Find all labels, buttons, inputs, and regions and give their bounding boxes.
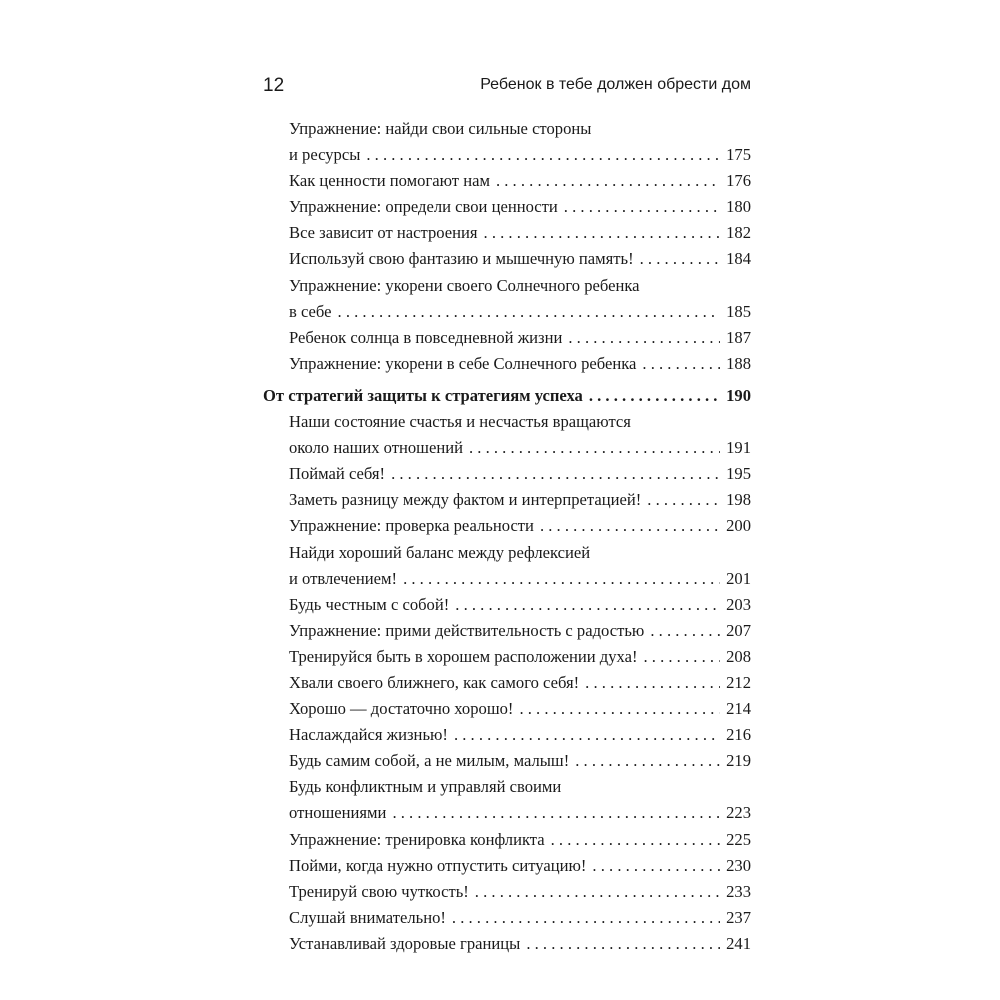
toc-page-number: 216 [726,725,751,745]
dot-leader [469,435,720,461]
dot-leader [526,931,720,957]
toc-page-number: 203 [726,594,751,614]
dot-leader [585,670,720,696]
toc-entry-title: Упражнение: тренировка конфликта [289,829,545,849]
toc-entry [263,487,751,513]
toc-entry [263,194,751,220]
toc-entry [263,644,751,670]
toc-page-number: 182 [726,223,751,243]
dot-leader [642,351,720,377]
toc-entry-title-line: Упражнение: найди свои сильные стороны [289,119,592,138]
toc-entry-title: Хвали своего ближнего, как самого себя! [289,672,580,692]
toc-entry [263,879,751,905]
dot-leader [564,194,720,220]
toc-page-number: 191 [726,438,751,458]
dot-leader [568,325,720,351]
toc-entry [263,905,751,931]
toc-entry-title: От стратегий защиты к стратегиям успеха [263,385,583,405]
toc-entry [263,696,751,722]
toc-entry-title: Поймай себя! [289,464,386,484]
toc-entry [263,722,751,748]
toc-page-number: 207 [726,620,751,640]
toc-entry-title: и ресурсы [289,145,361,165]
toc-entry-title-line: Найди хороший баланс между рефлексией [289,542,591,562]
toc-page-number: 237 [726,907,751,927]
toc-entry [263,299,751,325]
toc-entry-title: Будь честным с собой! [289,594,450,614]
toc-entry-title-line: Упражнение: укорени своего Солнечного ребенка [289,275,640,295]
toc-entry-title: Пойми, когда нужно отпустить ситуацию! [289,855,587,875]
toc-page-number: 230 [726,855,751,875]
toc-entry [263,566,751,592]
dot-leader [540,513,720,539]
dot-leader [392,800,720,826]
toc-page-number: 212 [726,672,751,692]
dot-leader [647,487,720,513]
toc-entry-title: Упражнение: прими действительность с радостью [289,620,645,640]
toc-page-number: 198 [726,490,751,510]
toc-entry-title: Слушай внимательно! [289,907,446,927]
toc-entry [263,827,751,853]
toc-page-number: 233 [726,881,751,901]
toc-entry-title: отношениями [289,803,387,823]
toc-entry-title-line: Наши состояние счастья и несчастья вращаются [289,412,631,432]
toc-entry-title: Заметь разницу между фактом и интерпретацией! [289,490,642,510]
toc-page-number: 225 [726,829,751,849]
toc-entry-title: Упражнение: укорени в себе Солнечного ребенка [289,353,637,373]
toc-page-number: 208 [726,646,751,666]
page-number: 12 [263,75,285,96]
toc-entry-title: Все зависит от настроения [289,223,478,243]
toc-entry [263,853,751,879]
toc-entry-title: в себе [289,301,332,321]
toc-page-number: 190 [726,385,751,405]
toc-entry [263,351,751,377]
toc-entry [263,142,751,168]
dot-leader [366,142,720,168]
dot-leader [475,879,720,905]
dot-leader [455,592,720,618]
toc-entry-title: Упражнение: проверка реальности [289,516,534,536]
toc-entry [263,931,751,957]
toc-entry [263,168,751,194]
toc-entry-title: и отвлечением! [289,568,398,588]
toc-page-number: 176 [726,171,751,191]
dot-leader [643,644,720,670]
toc-entry [263,592,751,618]
toc-entry-title: Тренируйся быть в хорошем расположении духа! [289,646,638,666]
toc-page-number: 201 [726,568,751,588]
table-of-contents [263,116,751,957]
dot-leader [452,905,720,931]
toc-page-number: 180 [726,197,751,217]
toc-page-number: 200 [726,516,751,536]
dot-leader [575,748,720,774]
toc-page-number: 175 [726,145,751,165]
toc-page-number: 223 [726,803,751,823]
toc-entry [263,513,751,539]
toc-entry-title: Как ценности помогают нам [289,171,490,191]
toc-entry-title: Тренируй свою чуткость! [289,881,469,901]
toc-entry [263,670,751,696]
toc-entry-title: Хорошо — достаточно хорошо! [289,699,514,719]
running-title: Ребенок в тебе должен обрести дом [480,76,751,93]
dot-leader [650,618,720,644]
dot-leader [640,246,720,272]
toc-entry-title: около наших отношений [289,438,463,458]
dot-leader [551,827,720,853]
toc-entry-title: Упражнение: определи свои ценности [289,197,558,217]
toc-page-number: 188 [726,353,751,373]
toc-entry [263,800,751,826]
toc-page-number: 219 [726,751,751,771]
toc-page-number: 241 [726,933,751,953]
toc-entry [263,748,751,774]
toc-entry [263,325,751,351]
toc-entry [263,220,751,246]
toc-page-number: 184 [726,249,751,269]
toc-entry-title: Ребенок солнца в повседневной жизни [289,327,563,347]
dot-leader [592,853,720,879]
toc-entry-title-line: Будь конфликтным и управляй своими [289,777,562,797]
toc-entry [263,435,751,461]
dot-leader [454,722,720,748]
toc-entry [263,461,751,487]
toc-section-heading [263,383,751,409]
dot-leader [484,220,721,246]
toc-entry-title: Будь самим собой, а не милым, малыш! [289,751,570,771]
toc-page-number: 185 [726,301,751,321]
dot-leader [403,566,720,592]
dot-leader [519,696,720,722]
toc-entry-title: Используй свою фантазию и мышечную память! [289,249,634,269]
toc-page-number: 187 [726,327,751,347]
dot-leader [391,461,720,487]
toc-page-number: 195 [726,464,751,484]
toc-page-number: 214 [726,699,751,719]
dot-leader [496,168,720,194]
dot-leader [338,299,721,325]
toc-entry-title: Устанавливай здоровые границы [289,933,521,953]
toc-entry [263,618,751,644]
dot-leader [589,383,720,409]
toc-entry-title: Наслаждайся жизнью! [289,725,448,745]
page-header [263,72,751,102]
toc-entry [263,246,751,272]
